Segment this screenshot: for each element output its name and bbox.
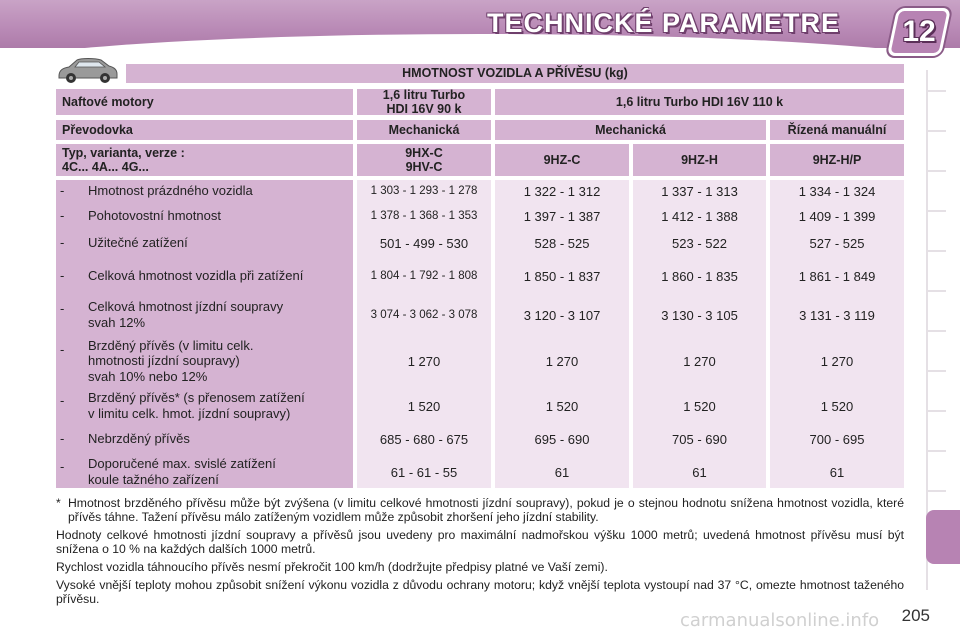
engine-90k: 1,6 litru Turbo HDI 16V 90 k	[357, 89, 491, 115]
value-col4: 1 520	[820, 398, 854, 414]
value-col1: 1 303 - 1 293 - 1 278	[370, 185, 478, 197]
value-col4: 700 - 695	[809, 431, 865, 447]
row-label: Užitečné zatížení	[88, 235, 188, 251]
chapter-badge	[887, 8, 951, 56]
engine-row	[56, 89, 904, 115]
table-row: - Brzděný přívěs (v limitu celk. hmotnosti jízdní soupravy) svah 10% nebo 12% 1 270 1 270 1 270 1 270	[56, 338, 904, 384]
value-col1: 61 - 61 - 55	[390, 464, 458, 480]
gearbox-3: Řízená manuální	[770, 120, 904, 140]
table-row: - Celková hmotnost vozidla při zatížení 1 804 - 1 792 - 1 808 1 850 - 1 837 1 860 - 1 835 1 861 - 1 849	[56, 265, 904, 287]
row-label: Pohotovostní hmotnost	[88, 208, 221, 224]
notes	[56, 496, 904, 610]
value-col2: 1 850 - 1 837	[523, 268, 601, 284]
value-col3: 1 412 - 1 388	[661, 208, 738, 224]
type-label: Typ, varianta, verze : 4C... 4A... 4G...	[56, 144, 353, 176]
gearbox-row	[56, 120, 904, 140]
page-number: 205	[901, 606, 930, 625]
value-col2: 1 397 - 1 387	[523, 208, 601, 224]
note-speed: Rychlost vozidla táhnoucího přívěs nesmí překročit 100 km/h (dodržujte předpisy platné ve Vaší zemi).	[56, 560, 608, 574]
value-col3: 61	[692, 464, 707, 480]
table-row: - Celková hmotnost jízdní soupravy svah 12% 3 074 - 3 062 - 3 078 3 120 - 3 107 3 130 - 3 105 3 131 - 3 119	[56, 298, 904, 332]
watermark: carmanualsonline.info	[680, 610, 880, 631]
footnote: * Hmotnost brzděného přívěsu může být zvýšena (v limitu celkové hmotnosti jízdní soupravy), pokud je o stejnou hodnotu snížena hmotnost vozidla, které přívěs táhne. Tažení přívěsu málo zatíženým vozidlem může způsobit zhoršení jeho jízdní stability.	[56, 496, 904, 524]
value-col2: 1 270	[545, 353, 579, 369]
row-label: Celková hmotnost jízdní soupravy svah 12%	[88, 299, 284, 330]
type-4: 9HZ-H/P	[770, 144, 904, 176]
value-col3: 1 860 - 1 835	[661, 268, 738, 284]
value-col2: 3 120 - 3 107	[523, 307, 601, 323]
side-tab-active[interactable]	[926, 510, 960, 564]
value-col4: 1 409 - 1 399	[798, 208, 876, 224]
value-col2: 1 322 - 1 312	[523, 183, 601, 199]
value-col1: 685 - 680 - 675	[379, 431, 469, 447]
row-label: Hmotnost prázdného vozidla	[88, 183, 253, 199]
value-col3: 1 337 - 1 313	[661, 183, 738, 199]
row-label: Nebrzděný přívěs	[88, 431, 190, 447]
value-col1: 1 270	[407, 353, 441, 369]
table-row: - Pohotovostní hmotnost 1 378 - 1 368 - 1 353 1 397 - 1 387 1 412 - 1 388 1 409 - 1 399	[56, 205, 904, 227]
table-row: - Nebrzděný přívěs 685 - 680 - 675 695 - 690 705 - 690 700 - 695	[56, 428, 904, 450]
value-col4: 1 861 - 1 849	[798, 268, 876, 284]
value-col1: 501 - 499 - 530	[379, 235, 469, 251]
value-col4: 3 131 - 3 119	[799, 307, 875, 323]
gearbox-label: Převodovka	[56, 120, 353, 140]
value-col1: 1 378 - 1 368 - 1 353	[370, 210, 478, 222]
table-row: - Brzděný přívěs* (s přenosem zatížení v limitu celk. hmot. jízdní soupravy) 1 520 1 520 1 520 1 520	[56, 390, 904, 422]
page-header	[0, 0, 960, 60]
table-row: - Užitečné zatížení 501 - 499 - 530 528 - 525 523 - 522 527 - 525	[56, 232, 904, 254]
table-row: - Hmotnost prázdného vozidla 1 303 - 1 293 - 1 278 1 322 - 1 312 1 337 - 1 313 1 334 - 1 324	[56, 180, 904, 202]
type-2: 9HZ-C	[495, 144, 629, 176]
chapter-number: 12	[902, 15, 936, 48]
table-title: HMOTNOST VOZIDLA A PŘÍVĚSU (kg)	[126, 64, 904, 83]
table-title-row	[56, 64, 904, 83]
note-temperature: Vysoké vnější teploty mohou způsobit snížení výkonu vozidla z důvodu ochrany motoru; když vnější teplota vystoupí nad 37 °C, omezte hmotnost taženého přívěsu.	[56, 578, 904, 606]
side-tabs	[926, 70, 960, 630]
row-label: Doporučené max. svislé zatížení koule tažného zařízení	[88, 456, 276, 487]
value-col4: 61	[829, 464, 845, 480]
row-label: Celková hmotnost vozidla při zatížení	[88, 268, 304, 284]
type-row	[56, 144, 904, 176]
value-col2: 61	[554, 464, 570, 480]
row-label: Brzděný přívěs* (s přenosem zatížení v limitu celk. hmot. jízdní soupravy)	[88, 390, 305, 421]
value-col3: 523 - 522	[672, 235, 727, 251]
gearbox-1: Mechanická	[357, 120, 491, 140]
value-col3: 3 130 - 3 105	[661, 307, 738, 323]
value-col2: 1 520	[545, 398, 579, 414]
value-col3: 1 520	[683, 398, 716, 414]
value-col1: 1 520	[407, 398, 441, 414]
value-col2: 528 - 525	[534, 235, 590, 251]
gearbox-2: Mechanická	[495, 120, 766, 140]
note-altitude: Hodnoty celkové hmotnosti jízdní soupravy a přívěsů jsou uvedeny pro maximální nadmořskou výšku 1000 metrů; uvedená hmotnost přívěsu musí být snížena o 10 % na každých dalších 1000 metrů.	[56, 528, 904, 556]
value-col4: 1 270	[820, 353, 854, 369]
page-title: TECHNICKÉ PARAMETRE	[486, 8, 840, 38]
value-col3: 1 270	[683, 353, 716, 369]
value-col1: 3 074 - 3 062 - 3 078	[370, 309, 478, 321]
value-col1: 1 804 - 1 792 - 1 808	[370, 270, 478, 282]
type-3: 9HZ-H	[633, 144, 766, 176]
row-label: Brzděný přívěs (v limitu celk. hmotnosti jízdní soupravy) svah 10% nebo 12%	[88, 337, 254, 384]
type-1: 9HX-C 9HV-C	[357, 144, 491, 176]
engine-label: Naftové motory	[56, 89, 353, 115]
engine-110k: 1,6 litru Turbo HDI 16V 110 k	[495, 89, 904, 115]
value-col4: 527 - 525	[809, 235, 865, 251]
value-col2: 695 - 690	[534, 431, 590, 447]
value-col4: 1 334 - 1 324	[798, 183, 876, 199]
table-row: - Doporučené max. svislé zatížení koule tažného zařízení 61 - 61 - 55 61 61 61	[56, 456, 904, 488]
value-col3: 705 - 690	[672, 431, 727, 447]
